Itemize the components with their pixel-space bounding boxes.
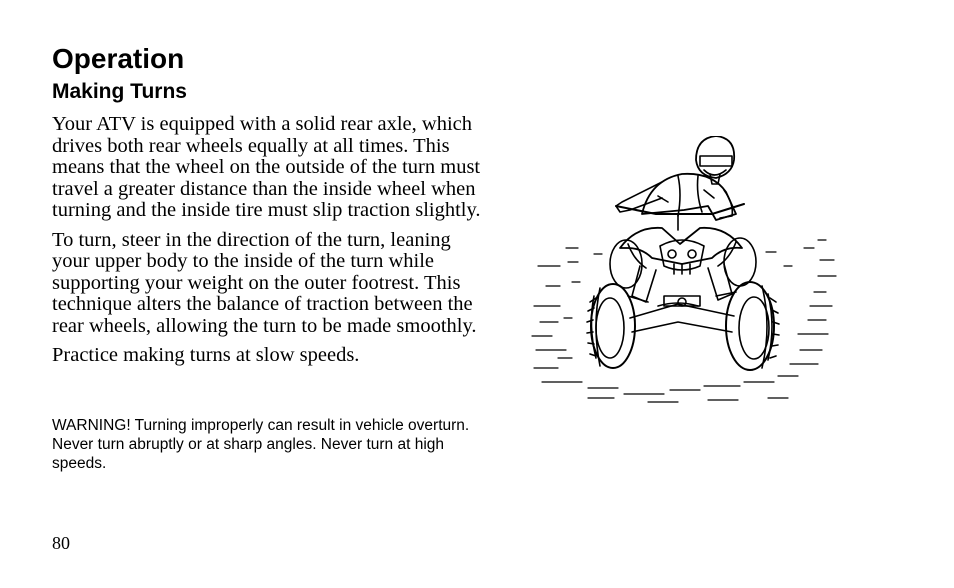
section-heading: Making Turns	[52, 80, 187, 103]
warning-note: WARNING! Turning improperly can result in vehicle overturn. Never turn abruptly or at sharp angles. Never turn at high speeds.	[52, 417, 470, 472]
paragraph-steering: To turn, steer in the direction of the turn, leaning your upper body to the inside of the turn while supporting your weight on the outer footrest. This technique alters the balance of traction between the rear wheels, allowing the turn to be made smoothly.	[52, 228, 477, 337]
atv-rider-icon	[528, 136, 840, 406]
page-number: 80	[52, 533, 70, 553]
paragraph-axle: Your ATV is equipped with a solid rear axle, which drives both rear wheels equally at all times. This means that the wheel on the outside of the turn must travel a greater distance than the inside wheel when turning and the inside tire must slip traction slightly.	[52, 113, 481, 221]
page-title: Operation	[52, 43, 185, 74]
paragraph-practice: Practice making turns at slow speeds.	[52, 344, 360, 366]
body-text	[52, 114, 492, 375]
